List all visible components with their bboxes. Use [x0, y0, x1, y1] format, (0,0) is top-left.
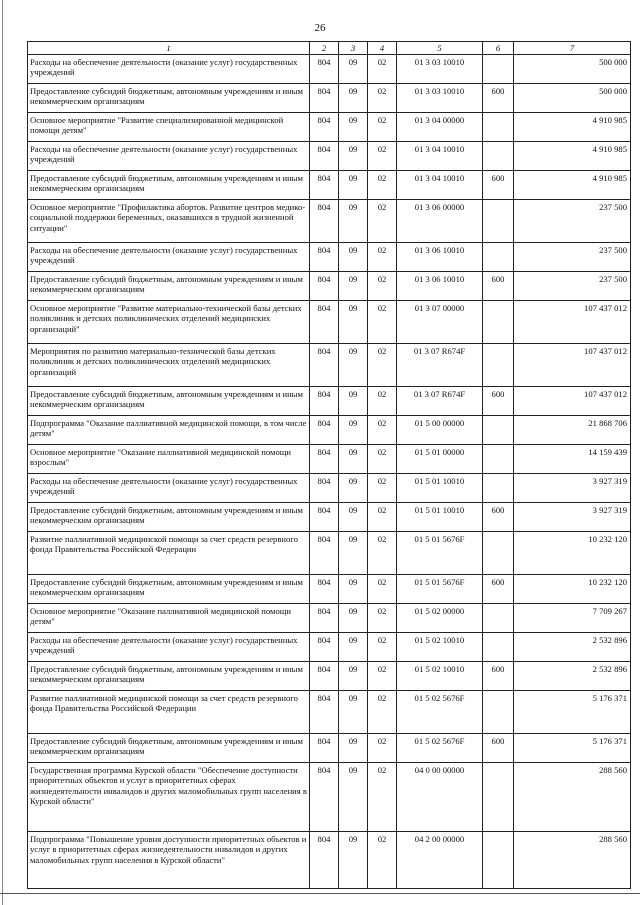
- row-subsection-code: 02: [368, 272, 397, 301]
- row-name: Расходы на обеспечение деятельности (оказание услуг) государственных учреждений: [28, 142, 310, 171]
- row-ministry-code: 804: [310, 200, 339, 243]
- row-amount: 3 927 319: [514, 474, 631, 503]
- row-expense-type: 600: [483, 272, 514, 301]
- row-subsection-code: 02: [368, 763, 397, 832]
- row-expense-type: [483, 474, 514, 503]
- row-target-article: 04 0 00 00000: [397, 763, 483, 832]
- column-header: 4: [368, 42, 397, 55]
- row-name: Расходы на обеспечение деятельности (оказание услуг) государственных учреждений: [28, 55, 310, 84]
- row-section-code: 09: [339, 113, 368, 142]
- row-amount: 14 159 439: [514, 445, 631, 474]
- page-number: 26: [314, 22, 326, 34]
- row-target-article: 01 3 03 10010: [397, 55, 483, 84]
- row-section-code: 09: [339, 691, 368, 734]
- row-amount: 5 176 371: [514, 734, 631, 763]
- row-expense-type: 600: [483, 171, 514, 200]
- row-expense-type: [483, 633, 514, 662]
- table-row: [28, 763, 631, 832]
- row-name: Предоставление субсидий бюджетным, автономным учреждениям и иным некоммерческим организациям: [28, 272, 310, 301]
- row-target-article: 01 5 00 00000: [397, 416, 483, 445]
- row-amount: 107 437 012: [514, 301, 631, 344]
- row-expense-type: [483, 55, 514, 84]
- row-amount: 107 437 012: [514, 344, 631, 387]
- row-target-article: 01 5 01 00000: [397, 445, 483, 474]
- row-ministry-code: 804: [310, 662, 339, 691]
- row-subsection-code: 02: [368, 171, 397, 200]
- budget-table: [27, 41, 631, 889]
- row-expense-type: 600: [483, 662, 514, 691]
- row-subsection-code: 02: [368, 445, 397, 474]
- row-ministry-code: 804: [310, 691, 339, 734]
- row-target-article: 01 3 03 10010: [397, 84, 483, 113]
- row-subsection-code: 02: [368, 503, 397, 532]
- row-section-code: 09: [339, 416, 368, 445]
- row-name: Развитие паллиативной медицинской помощи за счет средств резервного фонда Правительства Российской Федерации: [28, 532, 310, 575]
- row-name: Предоставление субсидий бюджетным, автономным учреждениям и иным некоммерческим организациям: [28, 575, 310, 604]
- row-expense-type: [483, 200, 514, 243]
- row-subsection-code: 02: [368, 243, 397, 272]
- row-amount: 288 560: [514, 763, 631, 832]
- row-expense-type: [483, 532, 514, 575]
- row-amount: 107 437 012: [514, 387, 631, 416]
- row-subsection-code: 02: [368, 84, 397, 113]
- row-subsection-code: 02: [368, 575, 397, 604]
- row-ministry-code: 804: [310, 474, 339, 503]
- row-name: Расходы на обеспечение деятельности (оказание услуг) государственных учреждений: [28, 243, 310, 272]
- row-expense-type: 600: [483, 575, 514, 604]
- row-section-code: 09: [339, 55, 368, 84]
- row-target-article: 01 5 01 5676F: [397, 575, 483, 604]
- row-ministry-code: 804: [310, 142, 339, 171]
- row-section-code: 09: [339, 503, 368, 532]
- row-name: Предоставление субсидий бюджетным, автономным учреждениям и иным некоммерческим организациям: [28, 84, 310, 113]
- row-amount: 237 500: [514, 272, 631, 301]
- row-expense-type: [483, 445, 514, 474]
- row-ministry-code: 804: [310, 113, 339, 142]
- table-row: [28, 503, 631, 532]
- row-subsection-code: 02: [368, 662, 397, 691]
- table-row: [28, 532, 631, 575]
- row-amount: 5 176 371: [514, 691, 631, 734]
- row-name: Основное мероприятие "Оказание паллиативной медицинской помощи детям": [28, 604, 310, 633]
- table-row: [28, 633, 631, 662]
- row-target-article: 01 5 02 10010: [397, 662, 483, 691]
- table-row: [28, 113, 631, 142]
- row-target-article: 01 5 01 5676F: [397, 532, 483, 575]
- row-target-article: 01 3 07 R674F: [397, 344, 483, 387]
- row-subsection-code: 02: [368, 832, 397, 889]
- row-ministry-code: 804: [310, 445, 339, 474]
- row-amount: 4 910 985: [514, 113, 631, 142]
- row-name: Предоставление субсидий бюджетным, автономным учреждениям и иным некоммерческим организациям: [28, 387, 310, 416]
- row-amount: 237 500: [514, 243, 631, 272]
- row-amount: 2 532 896: [514, 662, 631, 691]
- row-name: Основное мероприятие "Оказание паллиативной медицинской помощи взрослым": [28, 445, 310, 474]
- row-expense-type: 600: [483, 387, 514, 416]
- row-section-code: 09: [339, 243, 368, 272]
- row-name: Подпрограмма "Повышение уровня доступности приоритетных объектов и услуг в приоритетных сферах жизнедеятельности инвалидов и других маломобильных групп населения в Курской области": [28, 832, 310, 889]
- row-expense-type: [483, 142, 514, 171]
- row-subsection-code: 02: [368, 474, 397, 503]
- row-section-code: 09: [339, 84, 368, 113]
- row-amount: 4 910 985: [514, 142, 631, 171]
- row-name: Основное мероприятие "Развитие специализированной медицинской помощи детям": [28, 113, 310, 142]
- row-section-code: 09: [339, 633, 368, 662]
- row-section-code: 09: [339, 387, 368, 416]
- row-amount: 237 500: [514, 200, 631, 243]
- column-header: 3: [339, 42, 368, 55]
- row-name: Расходы на обеспечение деятельности (оказание услуг) государственных учреждений: [28, 474, 310, 503]
- row-expense-type: [483, 416, 514, 445]
- row-ministry-code: 804: [310, 272, 339, 301]
- row-amount: 10 232 120: [514, 532, 631, 575]
- row-subsection-code: 02: [368, 344, 397, 387]
- column-header: 7: [514, 42, 631, 55]
- row-subsection-code: 02: [368, 55, 397, 84]
- table-row: [28, 301, 631, 344]
- table-row: [28, 575, 631, 604]
- row-name: Мероприятия по развитию материально-технической базы детских поликлиник и детских поликлинических отделений медицинских организаций: [28, 344, 310, 387]
- row-ministry-code: 804: [310, 301, 339, 344]
- row-section-code: 09: [339, 445, 368, 474]
- row-ministry-code: 804: [310, 604, 339, 633]
- row-subsection-code: 02: [368, 633, 397, 662]
- row-target-article: 01 3 06 10010: [397, 243, 483, 272]
- row-ministry-code: 804: [310, 171, 339, 200]
- row-name: Предоставление субсидий бюджетным, автономным учреждениям и иным некоммерческим организациям: [28, 734, 310, 763]
- row-ministry-code: 804: [310, 832, 339, 889]
- table-row: [28, 200, 631, 243]
- row-target-article: 01 3 04 00000: [397, 113, 483, 142]
- row-expense-type: [483, 344, 514, 387]
- row-target-article: 01 5 01 10010: [397, 503, 483, 532]
- table-row: [28, 734, 631, 763]
- row-target-article: 01 3 06 10010: [397, 272, 483, 301]
- row-name: Расходы на обеспечение деятельности (оказание услуг) государственных учреждений: [28, 633, 310, 662]
- row-target-article: 01 3 06 00000: [397, 200, 483, 243]
- row-ministry-code: 804: [310, 633, 339, 662]
- table-row: [28, 445, 631, 474]
- row-ministry-code: 804: [310, 84, 339, 113]
- row-ministry-code: 804: [310, 734, 339, 763]
- row-ministry-code: 804: [310, 416, 339, 445]
- row-target-article: 01 5 02 5676F: [397, 734, 483, 763]
- table-row: [28, 691, 631, 734]
- row-section-code: 09: [339, 272, 368, 301]
- row-section-code: 09: [339, 474, 368, 503]
- row-subsection-code: 02: [368, 416, 397, 445]
- row-target-article: 01 5 01 10010: [397, 474, 483, 503]
- row-target-article: 01 3 04 10010: [397, 171, 483, 200]
- row-section-code: 09: [339, 532, 368, 575]
- row-expense-type: 600: [483, 84, 514, 113]
- row-target-article: 01 5 02 10010: [397, 633, 483, 662]
- row-amount: 2 532 896: [514, 633, 631, 662]
- column-header: 5: [397, 42, 483, 55]
- row-amount: 7 709 267: [514, 604, 631, 633]
- table-row: [28, 662, 631, 691]
- table-row: [28, 344, 631, 387]
- table-row: [28, 171, 631, 200]
- bottom-scan-line: [0, 893, 640, 894]
- row-target-article: 01 5 02 5676F: [397, 691, 483, 734]
- row-subsection-code: 02: [368, 200, 397, 243]
- row-amount: 3 927 319: [514, 503, 631, 532]
- left-scan-edge: [2, 0, 3, 905]
- row-ministry-code: 804: [310, 503, 339, 532]
- row-subsection-code: 02: [368, 532, 397, 575]
- row-expense-type: [483, 763, 514, 832]
- row-subsection-code: 02: [368, 301, 397, 344]
- row-section-code: 09: [339, 832, 368, 889]
- row-target-article: 01 3 07 00000: [397, 301, 483, 344]
- row-ministry-code: 804: [310, 575, 339, 604]
- row-expense-type: [483, 301, 514, 344]
- table-row: [28, 416, 631, 445]
- row-target-article: 01 3 07 R674F: [397, 387, 483, 416]
- row-target-article: 01 5 02 00000: [397, 604, 483, 633]
- row-amount: 10 232 120: [514, 575, 631, 604]
- table-row: [28, 832, 631, 889]
- row-section-code: 09: [339, 344, 368, 387]
- row-section-code: 09: [339, 142, 368, 171]
- row-section-code: 09: [339, 662, 368, 691]
- row-ministry-code: 804: [310, 763, 339, 832]
- column-header: 2: [310, 42, 339, 55]
- row-expense-type: [483, 604, 514, 633]
- row-subsection-code: 02: [368, 604, 397, 633]
- table-row: [28, 84, 631, 113]
- table-row: [28, 604, 631, 633]
- table-row: [28, 142, 631, 171]
- row-ministry-code: 804: [310, 55, 339, 84]
- table-row: [28, 474, 631, 503]
- row-amount: 500 000: [514, 55, 631, 84]
- row-section-code: 09: [339, 604, 368, 633]
- row-name: Основное мероприятие "Развитие материально-технической базы детских поликлиник и детских поликлинических отделений медицинских организаций": [28, 301, 310, 344]
- row-ministry-code: 804: [310, 344, 339, 387]
- row-expense-type: [483, 113, 514, 142]
- row-section-code: 09: [339, 763, 368, 832]
- table-row: [28, 387, 631, 416]
- row-amount: 500 000: [514, 84, 631, 113]
- row-name: Предоставление субсидий бюджетным, автономным учреждениям и иным некоммерческим организациям: [28, 171, 310, 200]
- row-name: Государственная программа Курской области "Обеспечение доступности приоритетных объектов и услуг в приоритетных сферах жизнедеятельности инвалидов и других маломобильных групп населения в Курской области": [28, 763, 310, 832]
- row-name: Основное мероприятие "Профилактика абортов. Развитие центров медико-социальной поддержки беременных, оказавшихся в трудной жизненной ситуации": [28, 200, 310, 243]
- row-subsection-code: 02: [368, 691, 397, 734]
- row-section-code: 09: [339, 301, 368, 344]
- row-amount: 288 560: [514, 832, 631, 889]
- row-expense-type: 600: [483, 734, 514, 763]
- row-expense-type: [483, 691, 514, 734]
- row-subsection-code: 02: [368, 113, 397, 142]
- row-expense-type: 600: [483, 503, 514, 532]
- row-target-article: 01 3 04 10010: [397, 142, 483, 171]
- table-header-row: [28, 42, 631, 55]
- table-row: [28, 272, 631, 301]
- row-subsection-code: 02: [368, 734, 397, 763]
- row-name: Развитие паллиативной медицинской помощи за счет средств резервного фонда Правительства Российской Федерации: [28, 691, 310, 734]
- row-name: Подпрограмма "Оказание паллиативной медицинской помощи, в том числе детям": [28, 416, 310, 445]
- row-expense-type: [483, 832, 514, 889]
- table-row: [28, 243, 631, 272]
- row-ministry-code: 804: [310, 387, 339, 416]
- row-section-code: 09: [339, 575, 368, 604]
- row-ministry-code: 804: [310, 243, 339, 272]
- row-name: Предоставление субсидий бюджетным, автономным учреждениям и иным некоммерческим организациям: [28, 662, 310, 691]
- row-subsection-code: 02: [368, 387, 397, 416]
- row-ministry-code: 804: [310, 532, 339, 575]
- row-amount: 21 868 706: [514, 416, 631, 445]
- row-name: Предоставление субсидий бюджетным, автономным учреждениям и иным некоммерческим организациям: [28, 503, 310, 532]
- column-header: 6: [483, 42, 514, 55]
- row-section-code: 09: [339, 734, 368, 763]
- row-section-code: 09: [339, 200, 368, 243]
- row-expense-type: [483, 243, 514, 272]
- row-section-code: 09: [339, 171, 368, 200]
- row-amount: 4 910 985: [514, 171, 631, 200]
- column-header: 1: [28, 42, 310, 55]
- row-subsection-code: 02: [368, 142, 397, 171]
- row-target-article: 04 2 00 00000: [397, 832, 483, 889]
- table-row: [28, 55, 631, 84]
